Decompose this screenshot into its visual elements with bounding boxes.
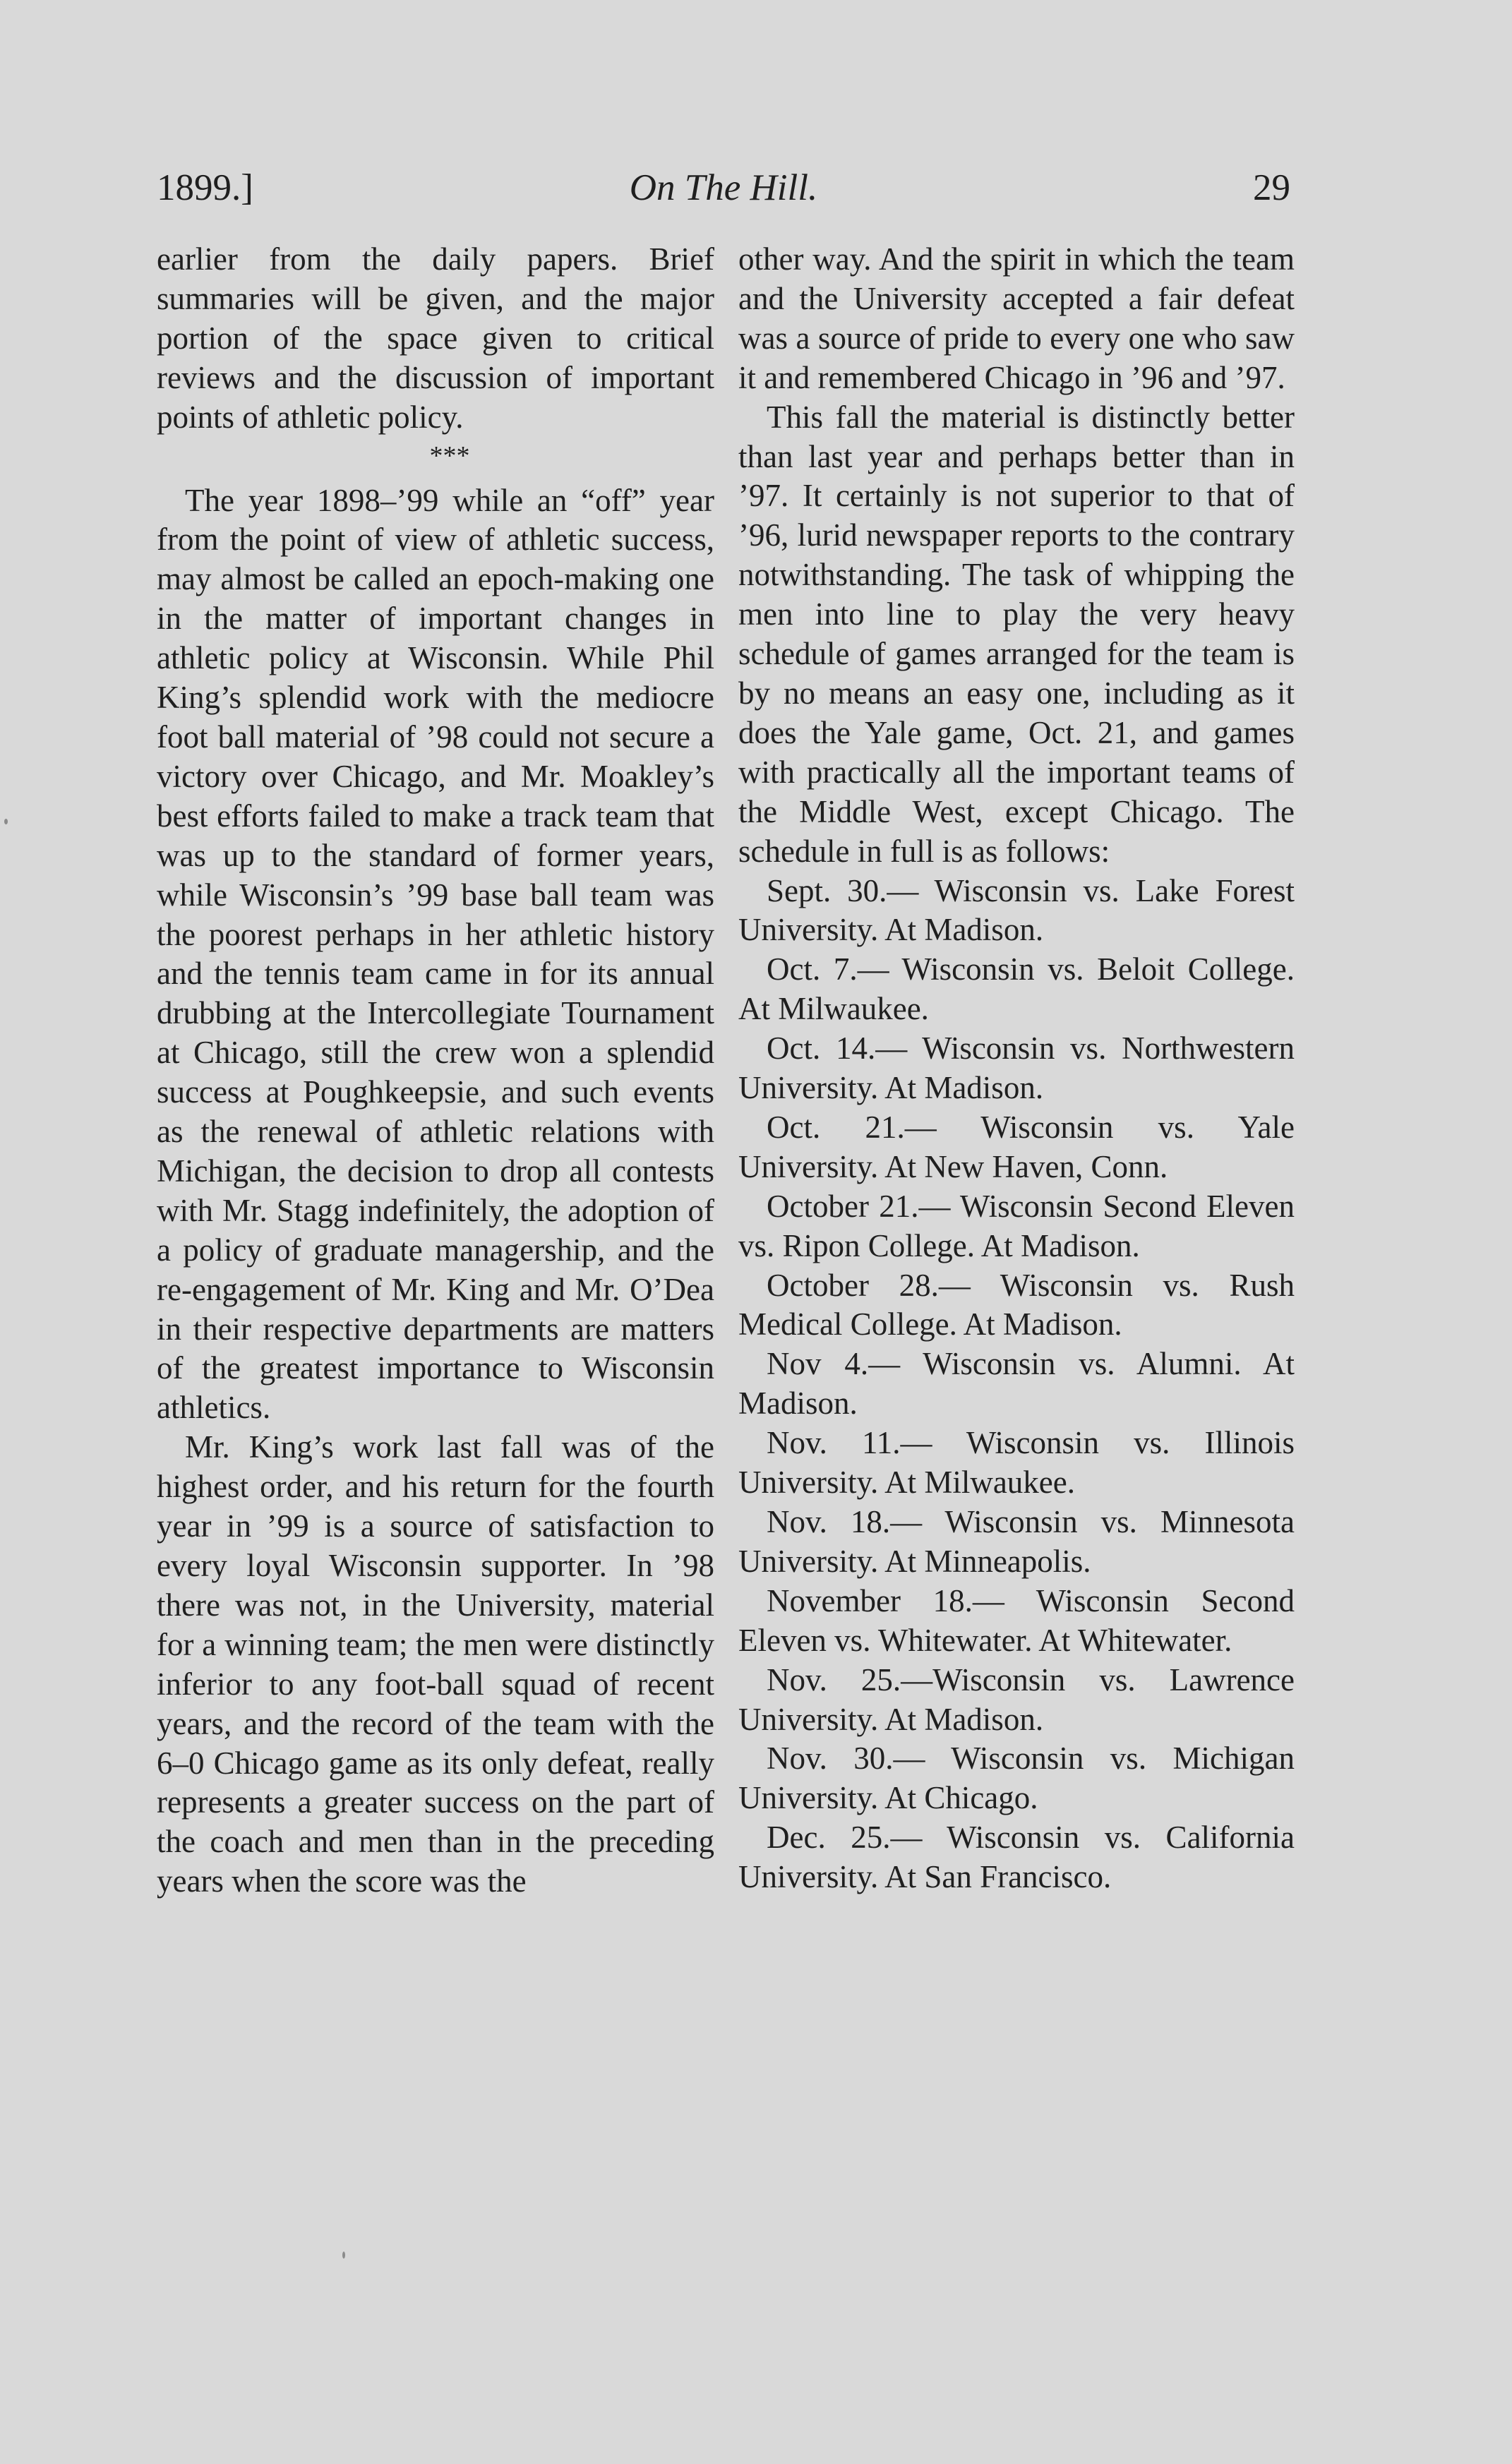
left-column bbox=[157, 240, 714, 1901]
paragraph: earlier from the daily papers. Brief summaries will be given, and the major portion of the space given to critical reviews and the discussion of important points of athletic policy. bbox=[157, 241, 714, 435]
header-year: 1899.] bbox=[157, 167, 253, 208]
schedule-entry: Nov. 11.— Wisconsin vs. Illinois University. At Milwaukee. bbox=[738, 1425, 1295, 1501]
schedule-entry: October 21.— Wisconsin Second Eleven vs. Ripon College. At Madison. bbox=[738, 1188, 1295, 1263]
paragraph: other way. And the spirit in which the team and the University accepted a fair defeat was a source of pride to every one who saw it and remembered Chicago in ’96 and ’97. bbox=[738, 241, 1295, 395]
paragraph: The year 1898–’99 while an “off” year from the point of view of athletic success, may almost be called an epoch-making one in the matter of important changes in athletic policy at Wisconsin. While Phil King’s splendid work with the mediocre foot ball material of ’98 could not secure a victory over Chicago, and Mr. Moakley’s best efforts failed to make a track team that was up to the standard of former years, while Wisconsin’s ’99 base ball team was the poorest perhaps in her athletic history and the tennis team came in for its annual drubbing at the Intercollegiate Tournament at Chicago, still the crew won a splendid success at Poughkeepsie, and such events as the renewal of athletic relations with Michigan, the decision to drop all contests with Mr. Stagg indefinitely, the adoption of a policy of graduate managership, and the re-engagement of Mr. King and Mr. O’Dea in their respective departments are matters of the greatest importance to Wisconsin athletics. bbox=[157, 482, 714, 1426]
schedule-entry: Oct. 21.— Wisconsin vs. Yale University. At New Haven, Conn. bbox=[738, 1109, 1295, 1184]
schedule-entry: Dec. 25.— Wisconsin vs. California University. At San Francisco. bbox=[738, 1820, 1295, 1895]
schedule-entry: Sept. 30.— Wisconsin vs. Lake Forest University. At Madison. bbox=[738, 872, 1295, 948]
schedule-entry: Nov. 18.— Wisconsin vs. Minnesota University. At Minneapolis. bbox=[738, 1504, 1295, 1579]
page-number: 29 bbox=[1253, 167, 1290, 208]
scan-speck bbox=[4, 819, 8, 824]
schedule-entry: November 18.— Wisconsin Second Eleven vs. Whitewater. At Whitewater. bbox=[738, 1582, 1295, 1658]
schedule-entry: Nov 4.— Wisconsin vs. Alumni. At Madison. bbox=[738, 1346, 1295, 1422]
paragraph: This fall the material is distinctly better than last year and perhaps better than in ’97. It certainly is not superior to that of ’96, lurid newspaper reports to the contrary notwithstanding. The task of whipping the men into line to play the very heavy schedule of games arranged for the team is by no means an easy one, including as it does the Yale game, Oct. 21, and games with practically all the important teams of the Middle West, except Chicago. The schedule in full is as follows: bbox=[738, 399, 1295, 869]
schedule-entry: October 28.— Wisconsin vs. Rush Medical College. At Madison. bbox=[738, 1267, 1295, 1342]
schedule-entry: Oct. 14.— Wisconsin vs. Northwestern University. At Madison. bbox=[738, 1030, 1295, 1106]
scan-speck bbox=[342, 2252, 345, 2259]
right-column bbox=[738, 240, 1295, 1897]
game-schedule bbox=[738, 872, 1295, 1898]
header-title: On The Hill. bbox=[629, 167, 818, 208]
section-separator: *** bbox=[429, 440, 470, 471]
schedule-entry: Nov. 30.— Wisconsin vs. Michigan University. At Chicago. bbox=[738, 1741, 1295, 1816]
schedule-entry: Nov. 25.—Wisconsin vs. Lawrence University. At Madison. bbox=[738, 1661, 1295, 1737]
running-header bbox=[157, 167, 1290, 223]
schedule-entry: Oct. 7.— Wisconsin vs. Beloit College. At Milwaukee. bbox=[738, 951, 1295, 1027]
paragraph: Mr. King’s work last fall was of the highest order, and his return for the fourth year in ’99 is a source of satisfaction to every loyal Wisconsin supporter. In ’98 there was not, in the University, material for a winning team; the men were distinctly inferior to any foot-ball squad of recent years, and the record of the team with the 6–0 Chicago game as its only defeat, really represents a greater success on the part of the coach and men than in the preceding years when the score was the bbox=[157, 1429, 714, 1899]
